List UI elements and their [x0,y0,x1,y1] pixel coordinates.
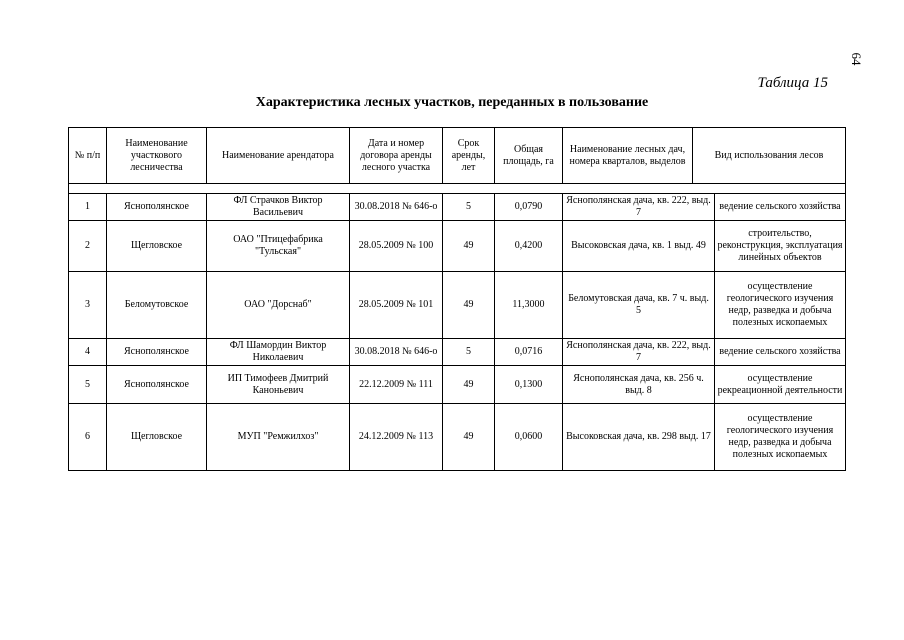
page-title: Характеристика лесных участков, переданных в пользование [255,95,649,110]
cell-term: 49 [443,221,495,272]
table-row [69,404,846,471]
cell-forestry: Яснополянское [107,339,207,366]
forest-plots-table [68,127,846,471]
cell-area: 11,3000 [495,272,563,339]
cell-usage: осуществление рекреационной деятельности [715,366,846,404]
header-num: № п/п [69,128,107,184]
cell-area: 0,4200 [495,221,563,272]
cell-tenant: ОАО "Дорснаб" [207,272,350,339]
cell-num: 3 [69,272,107,339]
cell-usage: осуществление геологического изучения недр, разведка и добыча полезных ископаемых [715,404,846,471]
cell-term: 49 [443,366,495,404]
cell-contract: 30.08.2018 № 646-о [350,194,443,221]
cell-forestry: Беломутовское [107,272,207,339]
cell-area: 0,0716 [495,339,563,366]
table-row [69,366,846,404]
cell-location: Высоковская дача, кв. 1 выд. 49 [563,221,715,272]
table-label: Таблица 15 [757,75,828,91]
cell-term: 5 [443,339,495,366]
table-header-row [69,128,846,184]
cell-location: Яснополянская дача, кв. 222, выд. 7 [563,339,715,366]
cell-tenant: ФЛ Страчков Виктор Васильевич [207,194,350,221]
cell-area: 0,1300 [495,366,563,404]
cell-contract: 28.05.2009 № 100 [350,221,443,272]
spacer-row [69,184,846,194]
cell-location: Высоковская дача, кв. 298 выд. 17 [563,404,715,471]
cell-tenant: ОАО "Птицефабрика "Тульская" [207,221,350,272]
cell-tenant: ИП Тимофеев Дмитрий Каноньевич [207,366,350,404]
cell-num: 1 [69,194,107,221]
spacer-cell [69,184,846,194]
cell-contract: 28.05.2009 № 101 [350,272,443,339]
table-row [69,194,846,221]
cell-location: Беломутовская дача, кв. 7 ч. выд. 5 [563,272,715,339]
cell-location: Яснополянская дача, кв. 256 ч. выд. 8 [563,366,715,404]
cell-forestry: Яснополянское [107,194,207,221]
cell-usage: ведение сельского хозяйства [715,194,846,221]
cell-usage: ведение сельского хозяйства [715,339,846,366]
cell-num: 5 [69,366,107,404]
cell-forestry: Яснополянское [107,366,207,404]
cell-term: 49 [443,404,495,471]
cell-contract: 24.12.2009 № 113 [350,404,443,471]
header-contract: Дата и номер договора аренды лесного участка [350,128,443,184]
cell-area: 0,0790 [495,194,563,221]
page-number: 64 [849,52,864,66]
header-location: Наименование лесных дач, номера кварталов, выделов [563,128,693,184]
cell-term: 5 [443,194,495,221]
cell-num: 6 [69,404,107,471]
table-row [69,339,846,366]
header-area: Общая площадь, га [495,128,563,184]
cell-num: 2 [69,221,107,272]
header-usage: Вид использования лесов [693,128,846,184]
cell-num: 4 [69,339,107,366]
table-row [69,221,846,272]
cell-usage: осуществление геологического изучения недр, разведка и добыча полезных ископаемых [715,272,846,339]
cell-forestry: Щегловское [107,221,207,272]
cell-contract: 22.12.2009 № 111 [350,366,443,404]
cell-term: 49 [443,272,495,339]
cell-forestry: Щегловское [107,404,207,471]
cell-location: Яснополянская дача, кв. 222, выд. 7 [563,194,715,221]
cell-contract: 30.08.2018 № 646-о [350,339,443,366]
header-term: Срок аренды, лет [443,128,495,184]
header-tenant: Наименование арендатора [207,128,350,184]
cell-tenant: ФЛ Шамордин Виктор Николаевич [207,339,350,366]
header-forestry: Наименование участкового лесничества [107,128,207,184]
table-row [69,272,846,339]
cell-tenant: МУП "Ремжилхоз" [207,404,350,471]
cell-usage: строительство, реконструкция, эксплуатация линейных объектов [715,221,846,272]
cell-area: 0,0600 [495,404,563,471]
